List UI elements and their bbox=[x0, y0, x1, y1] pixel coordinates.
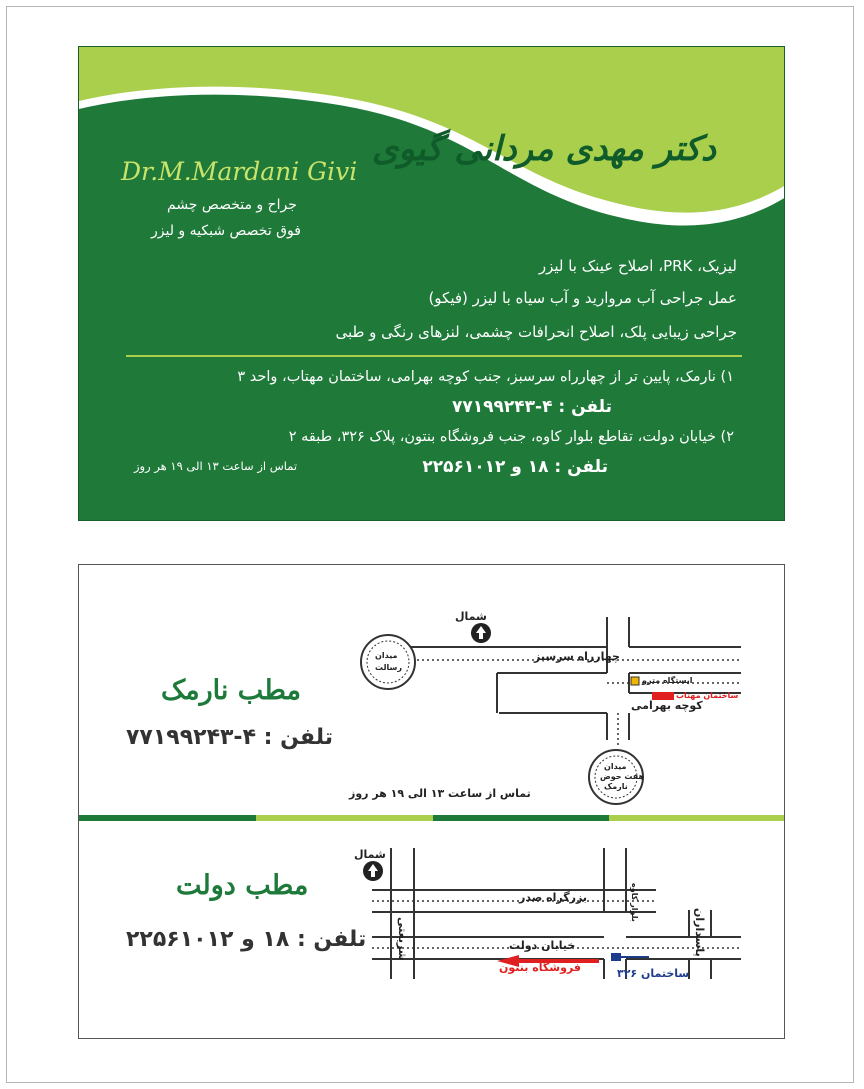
office-2-phone: تلفن : ۱۸ و ۲۲۵۶۱۰۱۲ bbox=[126, 927, 367, 952]
map-1-metro-label: ایستگاه مترو bbox=[642, 676, 693, 685]
phone-2: تلفن : ۱۸ و ۲۲۵۶۱۰۱۲ bbox=[422, 457, 608, 477]
square-risalat-circle bbox=[361, 635, 415, 689]
map-1-square-2-line-a: میدان bbox=[604, 762, 627, 771]
map-1-hours: تماس از ساعت ۱۳ الی ۱۹ هر روز bbox=[349, 787, 531, 800]
doctor-name-english: Dr.M.Mardani Givi bbox=[121, 157, 358, 186]
service-item: لیزیک، PRK، اصلاح عینک با لیزر bbox=[538, 257, 737, 275]
map-2-highway-label: بزرگراه صدر bbox=[519, 891, 587, 904]
map-1-square-2-line-b: هفت حوض bbox=[600, 772, 645, 781]
business-card-back bbox=[78, 564, 785, 1039]
map-2-street-1-label: شریعتی bbox=[396, 917, 409, 961]
map-2-street-2-label: خیابان دولت bbox=[509, 939, 576, 952]
map-1-square-2-line-c: نارمک bbox=[604, 782, 628, 791]
service-item: عمل جراحی آب مروارید و آب سیاه با لیزر (فیکو) bbox=[428, 289, 737, 307]
business-card-front bbox=[78, 46, 785, 521]
contact-hours: تماس از ساعت ۱۳ الی ۱۹ هر روز bbox=[134, 459, 298, 473]
map-2-boulevard-label: بلوار کاوه bbox=[630, 883, 639, 922]
map-1-north-label: شمال bbox=[455, 610, 487, 623]
address-1: ۱) نارمک، پایین تر از چهارراه سرسبز، جنب کوچه بهرامی، ساختمان مهتاب، واحد ۳ bbox=[237, 369, 734, 385]
card-background-wave bbox=[79, 47, 785, 521]
map-1-street-label: چهارراه سرسبز bbox=[534, 650, 620, 663]
service-item: جراحی زیبایی پلک، اصلاح انحرافات چشمی، لنزهای رنگی و طبی bbox=[335, 323, 737, 341]
map-2-building-label: ساختمان ۳۲۶ bbox=[617, 967, 690, 980]
specialty-line-2: فوق تخصص شبکیه و لیزر bbox=[151, 223, 301, 239]
divider-line bbox=[126, 355, 742, 357]
map-2-store-label: فروشگاه بنتون bbox=[499, 961, 581, 974]
office-1-title: مطب نارمک bbox=[161, 675, 301, 706]
color-stripe bbox=[79, 815, 785, 821]
doctor-name-persian: دکتر مهدی مردانی گیوی bbox=[371, 129, 716, 169]
map-2-north-label: شمال bbox=[354, 848, 386, 861]
map-1-square-1-line-b: رسالت bbox=[375, 663, 402, 672]
metro-icon bbox=[631, 677, 639, 685]
office-2-title: مطب دولت bbox=[176, 870, 309, 901]
map-2-street-3-label: پاسداران bbox=[693, 908, 706, 957]
map-1-alley-label: کوچه بهرامی bbox=[631, 699, 703, 712]
specialty-line-1: جراح و متخصص چشم bbox=[167, 197, 297, 213]
office-1-phone: تلفن : ۴-۷۷۱۹۹۲۴۳ bbox=[126, 725, 333, 750]
map-1-square-1-line-a: میدان bbox=[375, 651, 398, 660]
address-2: ۲) خیابان دولت، تقاطع بلوار کاوه، جنب فروشگاه بنتون، پلاک ۳۲۶، طبقه ۲ bbox=[288, 429, 734, 445]
building-326-marker bbox=[611, 953, 621, 961]
phone-1: تلفن : ۴-۷۷۱۹۹۲۴۳ bbox=[452, 397, 612, 417]
map-1-building-label: ساختمان مهتاب bbox=[676, 691, 739, 700]
